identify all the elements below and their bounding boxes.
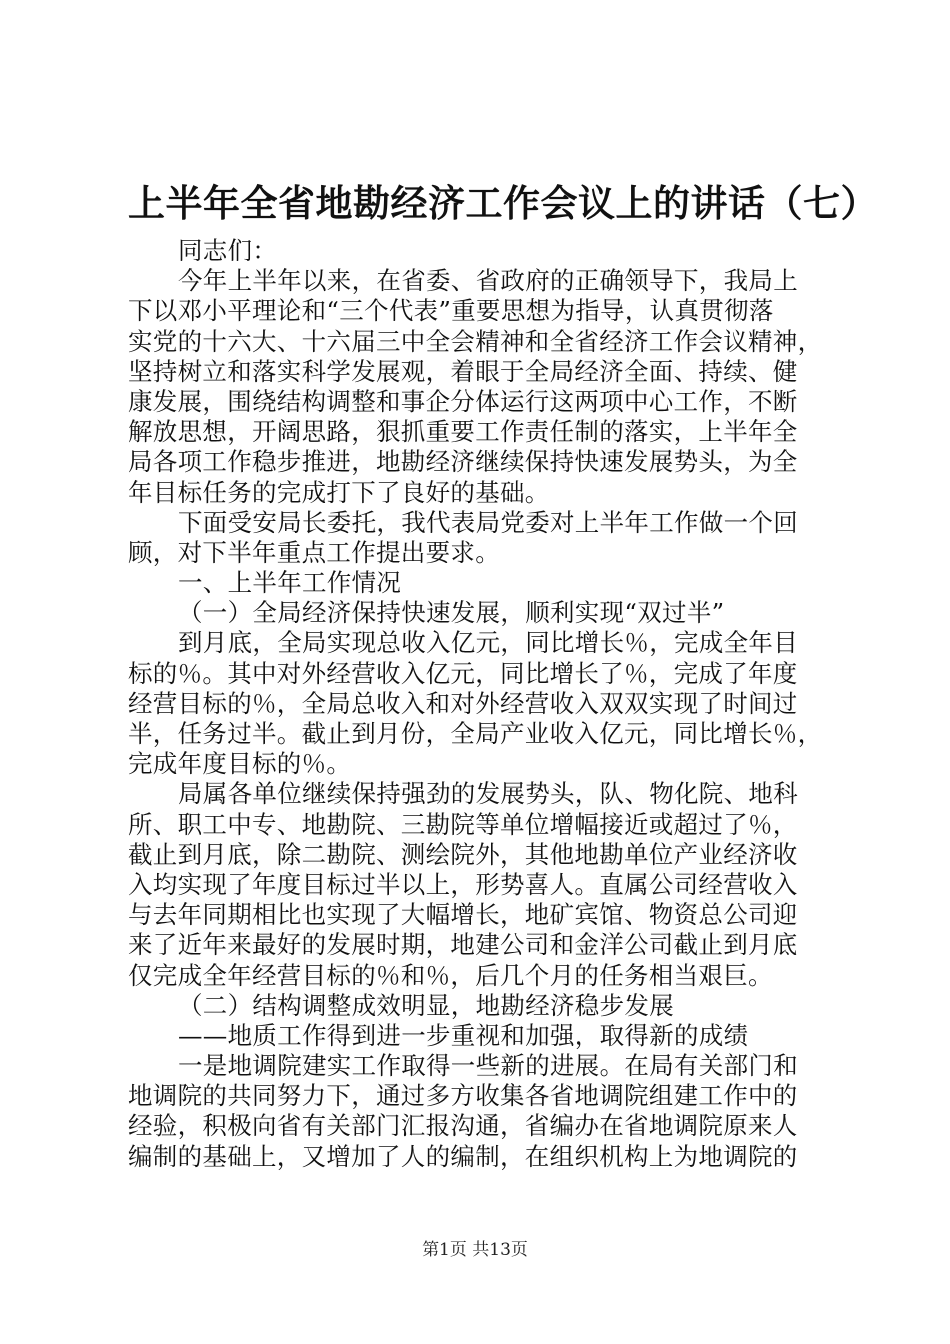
paragraph-line: 实党的十六大、十六届三中全会精神和全省经济工作会议精神， — [128, 326, 823, 356]
paragraph-line: 解放思想，开阔思路，狠抓重要工作责任制的落实，上半年全 — [128, 417, 798, 447]
paragraph-line: 入均实现了年度目标过半以上，形势喜人。直属公司经营收入 — [128, 869, 798, 899]
section-heading: 一、上半年工作情况 — [178, 568, 402, 598]
subsection-heading: （一）全局经济保持快速发展，顺利实现“双过半” — [178, 598, 725, 628]
paragraph-line: 坚持树立和落实科学发展观，着眼于全局经济全面、持续、健 — [128, 356, 798, 386]
paragraph-line: 到月底，全局实现总收入亿元，同比增长％，完成全年目 — [178, 628, 798, 658]
paragraph-line: 康发展，围绕结构调整和事企分体运行这两项中心工作，不断 — [128, 386, 798, 416]
paragraph-line: 仅完成全年经营目标的％和％，后几个月的任务相当艰巨。 — [128, 960, 773, 990]
paragraph-line: 经验，积极向省有关部门汇报沟通，省编办在省地调院原来人 — [128, 1111, 798, 1141]
paragraph-line: 下面受安局长委托，我代表局党委对上半年工作做一个回 — [178, 507, 798, 537]
paragraph-line: 一是地调院建实工作取得一些新的进展。在局有关部门和 — [178, 1051, 798, 1081]
subsection-heading: （二）结构调整成效明显，地勘经济稳步发展 — [178, 990, 674, 1020]
document-body — [128, 236, 828, 1172]
paragraph-line: 局各项工作稳步推进，地勘经济继续保持快速发展势头，为全 — [128, 447, 798, 477]
paragraph-line: 年目标任务的完成打下了良好的基础。 — [128, 477, 550, 507]
paragraph-line: 经营目标的％，全局总收入和对外经营收入双双实现了时间过 — [128, 688, 798, 718]
page-title: 上半年全省地勘经济工作会议上的讲话（七） — [128, 182, 878, 225]
paragraph-line: 所、职工中专、地勘院、三勘院等单位增幅接近或超过了％， — [128, 809, 798, 839]
paragraph-line: 局属各单位继续保持强劲的发展势头，队、物化院、地科 — [178, 779, 798, 809]
sub-heading: ——地质工作得到进一步重视和加强，取得新的成绩 — [178, 1020, 749, 1050]
paragraph-line: 截止到月底，除二勘院、测绘院外，其他地勘单位产业经济收 — [128, 839, 798, 869]
paragraph-line: 今年上半年以来，在省委、省政府的正确领导下，我局上 — [178, 266, 798, 296]
paragraph-line: 标的％。其中对外经营收入亿元，同比增长了％，完成了年度 — [128, 658, 798, 688]
page-footer: 第1页 共13页 — [422, 1240, 528, 1260]
paragraph-line: 编制的基础上，又增加了人的编制，在组织机构上为地调院的 — [128, 1141, 798, 1171]
paragraph-line: 来了近年来最好的发展时期，地建公司和金洋公司截止到月底 — [128, 930, 798, 960]
paragraph-line: 地调院的共同努力下，通过多方收集各省地调院组建工作中的 — [128, 1081, 798, 1111]
paragraph-line: 半，任务过半。截止到月份，全局产业收入亿元，同比增长％， — [128, 719, 823, 748]
paragraph-line: 下以邓小平理论和“三个代表”重要思想为指导，认真贯彻落 — [128, 296, 774, 326]
salutation: 同志们： — [178, 236, 278, 265]
paragraph-line: 与去年同期相比也实现了大幅增长，地矿宾馆、物资总公司迎 — [128, 900, 798, 930]
paragraph-line: 顾，对下半年重点工作提出要求。 — [128, 537, 500, 567]
paragraph-line: 完成年度目标的％。 — [128, 749, 352, 779]
